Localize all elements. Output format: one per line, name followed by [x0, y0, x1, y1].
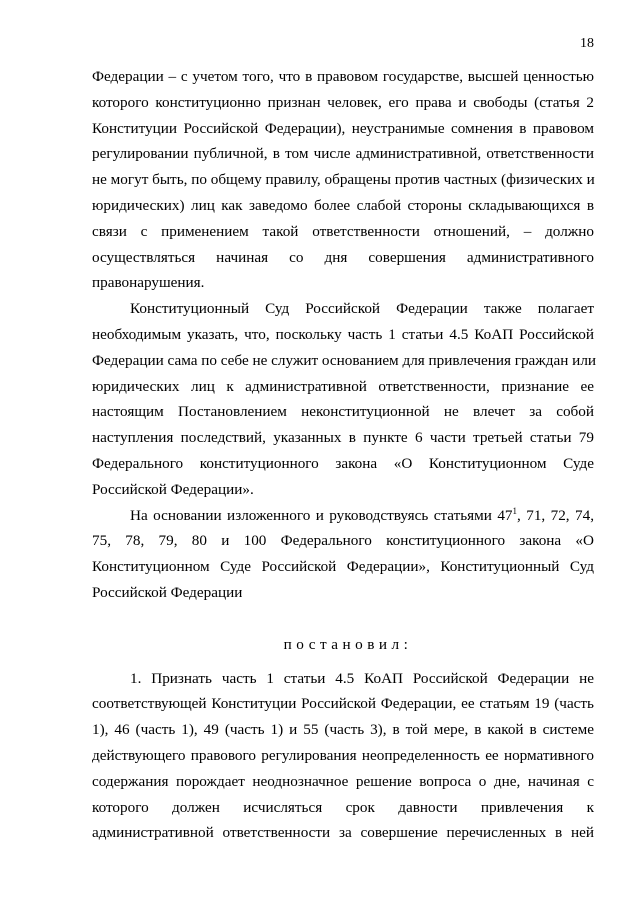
text-line: связи с применением такой ответственности отношений, – должно — [92, 222, 594, 240]
text-line: Российской Федерации — [92, 583, 243, 601]
text-line: 1), 46 (часть 1), 49 (часть 1) и 55 (часть 3), в той мере, в какой в системе — [92, 721, 594, 739]
text-line: 75, 78, 79, 80 и 100 Федерального конституционного закона «О — [92, 532, 594, 550]
text-line: содержания порождает неоднозначное решение вопроса о дне, начиная с — [92, 772, 594, 790]
text-line: которого должен исчисляться срок давности привлечения к — [92, 798, 594, 816]
text-line: необходимым указать, что, поскольку часть 1 статьи 4.5 КоАП Российской — [92, 325, 594, 343]
text-line: Конституционном Суде Российской Федерации», Конституционный Суд — [92, 558, 594, 576]
text-line — [92, 503, 594, 529]
text-line: осуществляться начиная со дня совершения административного — [92, 248, 594, 266]
text-line: Федерации сама по себе не служит основанием для привлечения граждан или — [92, 351, 597, 369]
text-line: Конституции Российской Федерации), неустранимые сомнения в правовом — [92, 119, 594, 137]
text-line: юридических лиц к административной ответственности, признание ее — [92, 377, 594, 395]
text-line: настоящим Постановлением неконституционной не влечет за собой — [92, 403, 594, 421]
resolution-heading: постановил: — [283, 635, 413, 653]
text-line: административной ответственности за совершение перечисленных в ней — [92, 824, 594, 842]
spacer — [92, 606, 594, 632]
paragraph-2 — [92, 296, 597, 502]
text-fragment: , 71, 72, 74, — [517, 506, 595, 524]
text-line: правонарушения. — [92, 274, 205, 292]
text-fragment: На основании изложенного и руководствуясь статьями 47 — [130, 506, 513, 524]
text-line: наступления последствий, указанных в пункте 6 части третьей статьи 79 — [92, 429, 594, 447]
text-line: юридических) лиц как заведомо более слабой стороны складывающихся в — [92, 196, 594, 214]
text-line: соответствующей Конституции Российской Федерации, ее статьям 19 (часть — [92, 695, 594, 713]
text-line: Российской Федерации». — [92, 480, 254, 498]
text-line: 1. Признать часть 1 статьи 4.5 КоАП Российской Федерации не — [130, 669, 594, 687]
superscript: 1 — [512, 505, 518, 516]
text-line: Федерации – с учетом того, что в правовом государстве, высшей ценностью — [92, 68, 594, 85]
text-line: регулировании публичной, в том числе административной, ответственности — [92, 145, 594, 163]
page-number: 18 — [580, 36, 594, 51]
text-line: Конституционный Суд Российской Федерации также полагает — [130, 300, 594, 318]
paragraph-4 — [92, 666, 594, 847]
paragraph-3 — [92, 503, 594, 606]
document-body — [92, 64, 597, 846]
text-line: Федерального конституционного закона «О Конституционном Суде — [92, 454, 594, 472]
text-line: действующего правового регулирования неопределенность ее нормативного — [92, 746, 594, 764]
text-line: которого конституционно признан человек, его права и свободы (статья 2 — [92, 93, 594, 111]
paragraph-1 — [92, 64, 594, 296]
spacer — [92, 658, 594, 666]
text-line: не могут быть, по общему правилу, обращены против частных (физических и — [92, 171, 595, 189]
